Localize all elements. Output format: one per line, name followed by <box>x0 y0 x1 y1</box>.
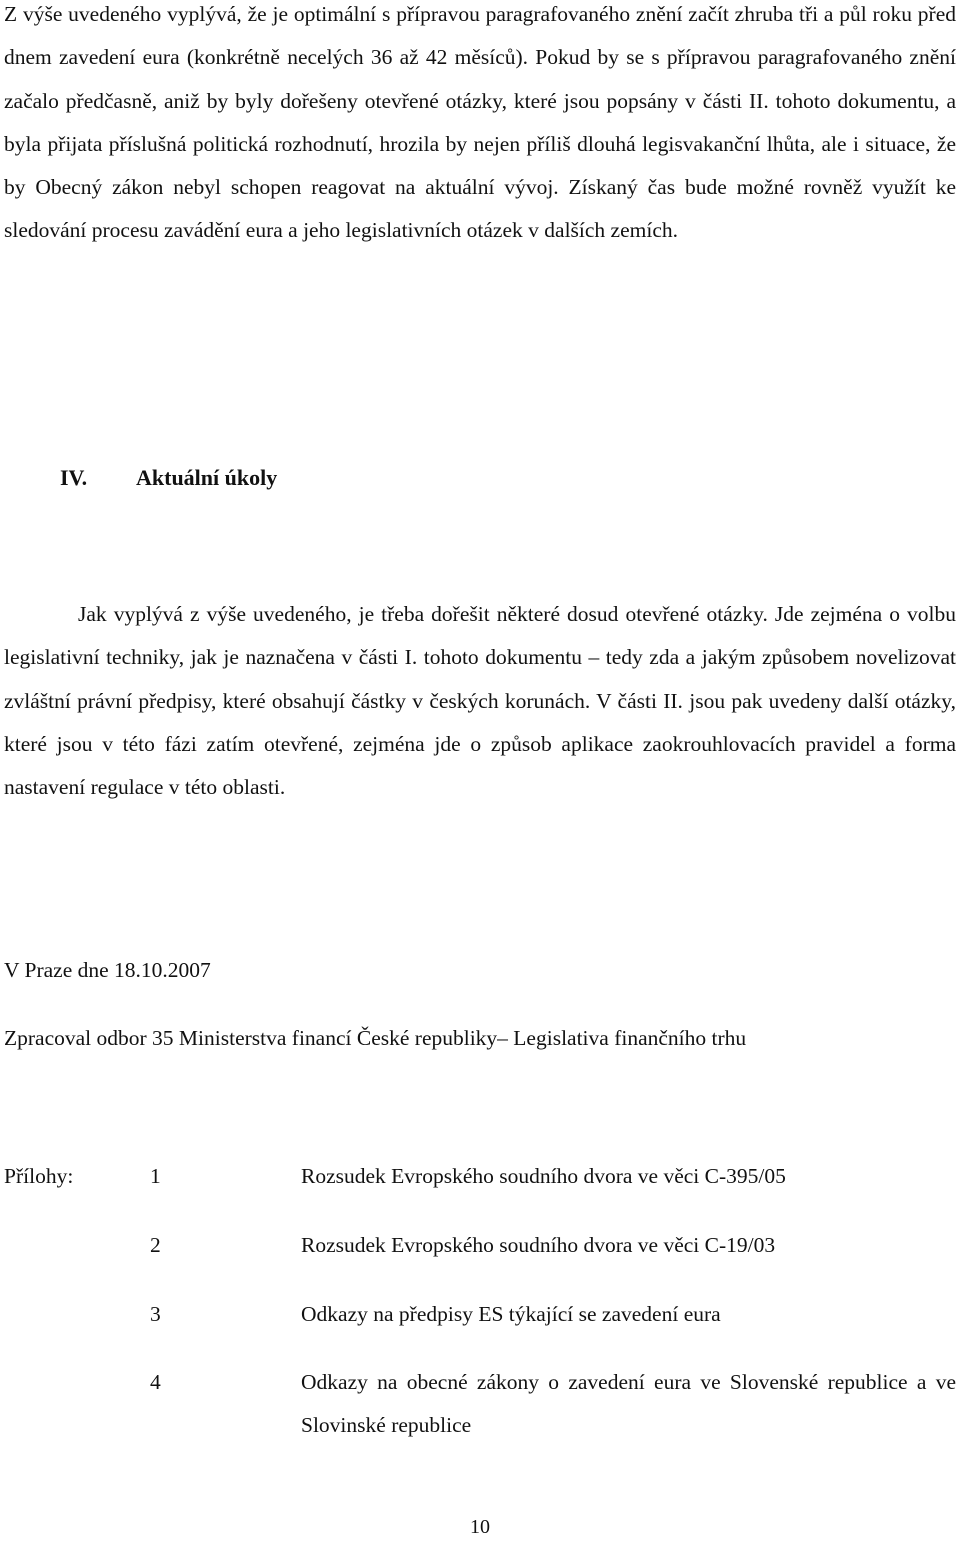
section-title: Aktuální úkoly <box>136 465 278 490</box>
attachment-number: 2 <box>150 1233 161 1257</box>
section-number: IV. <box>60 465 88 490</box>
page-number: 10 <box>470 1516 490 1538</box>
attachment-text: Rozsudek Evropského soudního dvora ve věci C-19/03 <box>301 1233 776 1257</box>
attachment-number: 4 <box>150 1370 161 1394</box>
body-paragraph: Z výše uvedeného vyplývá, že je optimální s přípravou paragrafovaného znění začít zhruba tři a půl roku před dnem zavedení eura (konkrétně necelých 36 až 42 měsíců). Pokud by se s přípravou paragrafovaného znění začalo předčasně, aniž by byly dořešeny otevřené otázky, které jsou popsány v části II. tohoto dokumentu, a byla přijata příslušná politická rozhodnutí, hrozila by nejen příliš dlouhá legisvakanční lhůta, ale i situace, že by Obecný zákon nebyl schopen reagovat na aktuální vývoj. Získaný čas bude možné rovněž využít ke sledování procesu zavádění eura a jeho legislativních otázek v dalších zemích. <box>4 2 956 243</box>
date-line: V Praze dne 18.10.2007 <box>4 958 211 982</box>
author-line: Zpracoval odbor 35 Ministerstva financí České republiky– Legislativa finančního trhu <box>4 1026 747 1050</box>
body-paragraph: Jak vyplývá z výše uvedeného, je třeba dořešit některé dosud otevřené otázky. Jde zejména o volbu legislativní techniky, jak je naznačena v části I. tohoto dokumentu – tedy zda a jakým způsobem novelizovat zvláštní právní předpisy, které obsahují částky v českých korunách. V části II. jsou pak uvedeny další otázky, které jsou v této fázi zatím otevřené, zejména jde o způsob aplikace zaokrouhlovacích pravidel a forma nastavení regulace v této oblasti. <box>4 602 956 800</box>
section-heading <box>60 461 277 495</box>
attachment-text: Rozsudek Evropského soudního dvora ve věci C-395/05 <box>301 1164 786 1188</box>
attachments-label: Přílohy: <box>4 1164 74 1188</box>
attachment-text: Odkazy na předpisy ES týkající se zavedení eura <box>301 1302 721 1326</box>
attachment-number: 1 <box>150 1164 161 1188</box>
attachment-text: Odkazy na obecné zákony o zavedení eura ve Slovenské republice a ve Slovinské republice <box>301 1370 956 1438</box>
attachment-number: 3 <box>150 1302 161 1326</box>
